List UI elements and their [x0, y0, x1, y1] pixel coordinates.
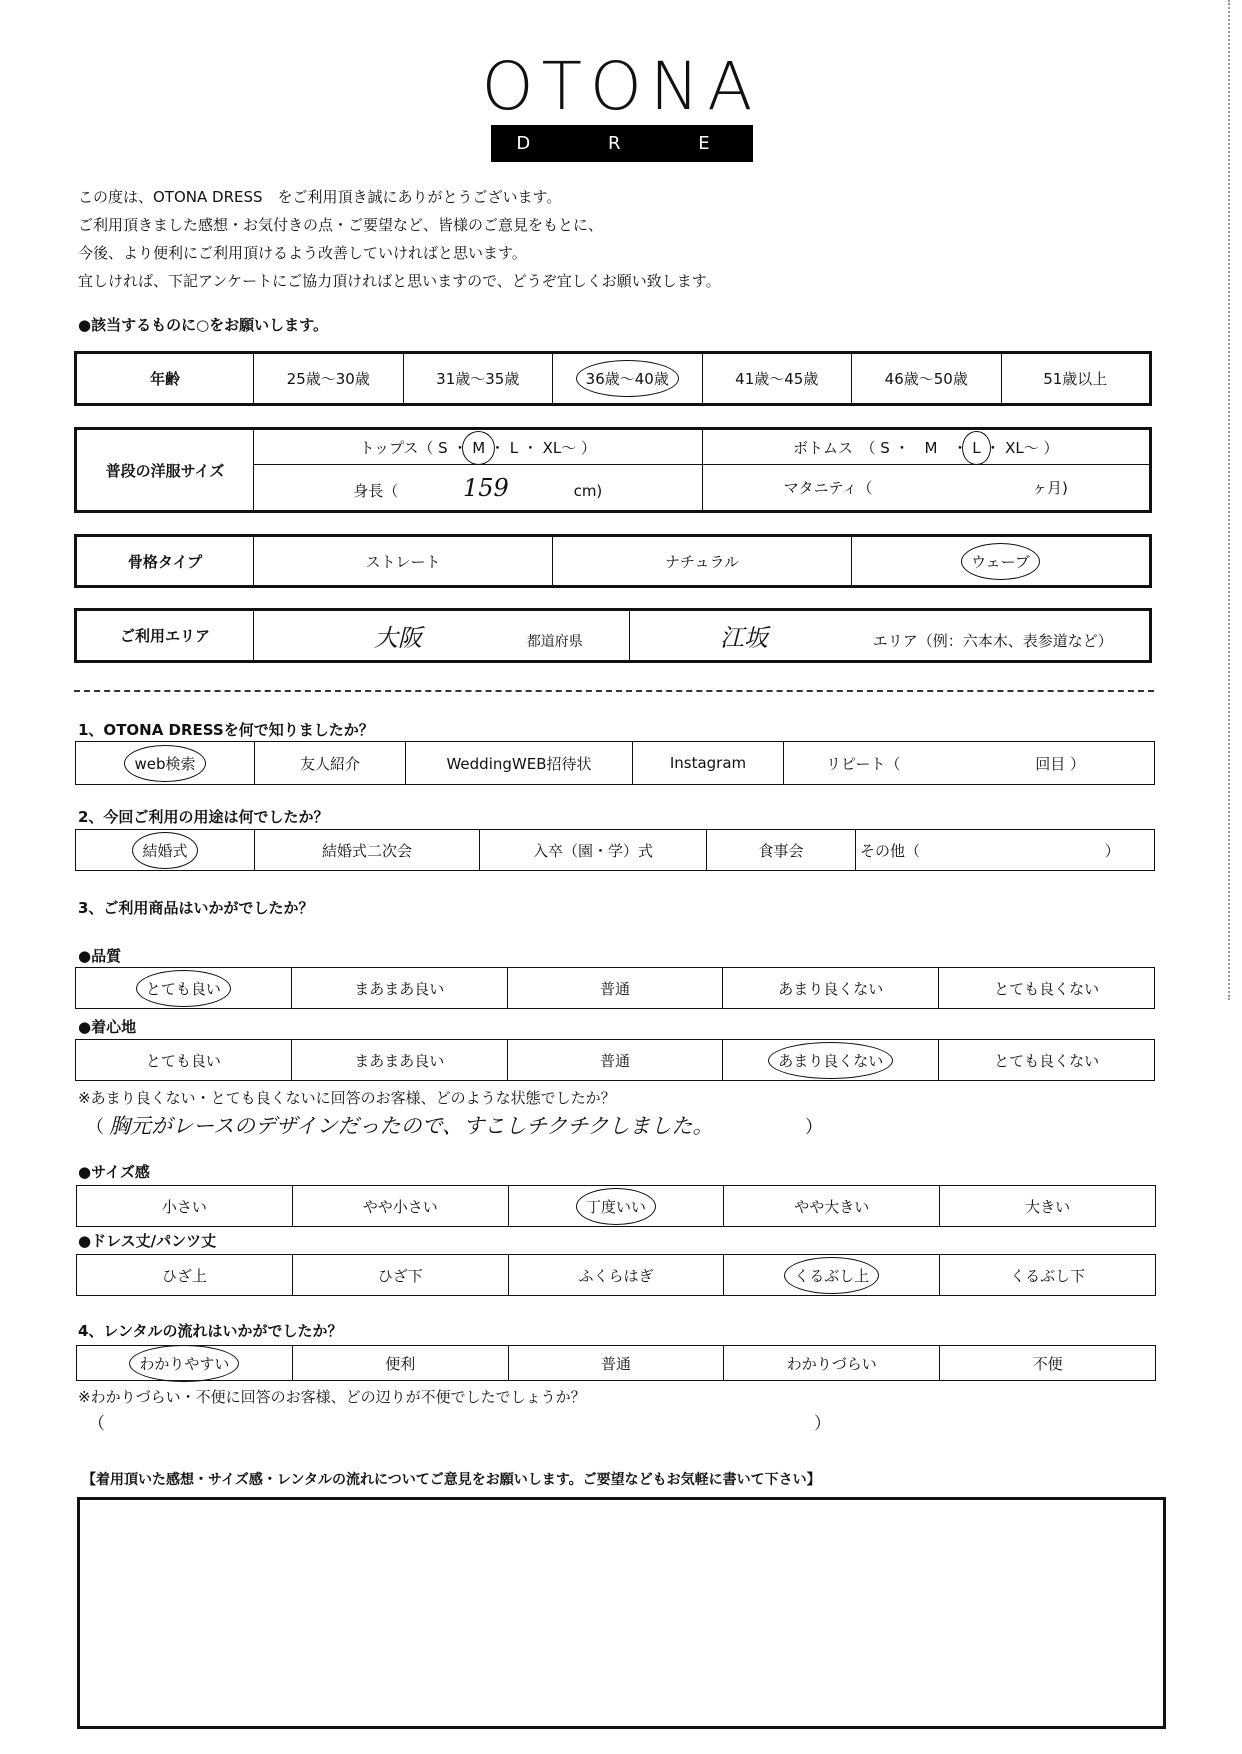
- feedback-title: 【着用頂いた感想・サイズ感・レンタルの流れについてご意見をお願いします。ご要望などもお気軽に書いて下さい】: [82, 1472, 821, 1488]
- open-paren: （: [86, 1117, 104, 1138]
- close-paren: ）: [805, 1117, 823, 1138]
- age-label: 年齢: [76, 353, 254, 405]
- bone-table: [74, 534, 1152, 588]
- height-field[interactable]: [254, 465, 703, 512]
- q2-option-other[interactable]: [856, 830, 1155, 871]
- tops-suffix: ・ L ・ XL～ ）: [489, 438, 597, 457]
- q2-option[interactable]: 結婚式二次会: [255, 830, 480, 871]
- q1-option-selected[interactable]: [76, 742, 255, 785]
- fit-option[interactable]: やや小さい: [292, 1186, 508, 1227]
- intro-line: 今後、より便利にご利用頂けるよう改善していければと思います。: [78, 244, 527, 262]
- area-table: [74, 608, 1152, 663]
- q4-option[interactable]: 不便: [940, 1346, 1156, 1381]
- other-label: その他（: [860, 841, 921, 860]
- bone-option[interactable]: ストレート: [254, 536, 553, 587]
- q4-option-selected[interactable]: [77, 1346, 293, 1381]
- q4-open-paren: （: [88, 1414, 105, 1434]
- comfort-table: [75, 1039, 1155, 1081]
- area-value: 江坂: [720, 624, 768, 652]
- quality-option[interactable]: まあまあ良い: [291, 968, 507, 1009]
- comfort-option[interactable]: とても良くない: [939, 1040, 1155, 1081]
- prefecture-value: 大阪: [374, 624, 422, 652]
- length-label: ●ドレス丈/パンツ丈: [78, 1232, 217, 1250]
- q1-option[interactable]: 友人紹介: [255, 742, 406, 785]
- comfort-option[interactable]: まあまあ良い: [291, 1040, 507, 1081]
- scan-edge: [1228, 0, 1232, 1000]
- length-option[interactable]: くるぶし下: [940, 1255, 1156, 1296]
- age-option[interactable]: 46歳～50歳: [852, 353, 1002, 405]
- q4-option[interactable]: 便利: [292, 1346, 508, 1381]
- q1-title: 1、OTONA DRESSを何で知りましたか？: [78, 721, 374, 739]
- age-option[interactable]: 25歳～30歳: [254, 353, 404, 405]
- height-value: 159: [462, 473, 509, 502]
- q2-table: [75, 829, 1155, 871]
- bottoms-prefix: ボトムス （ S ・ M ・: [792, 438, 968, 457]
- brand-subtitle: D R E S S: [491, 125, 753, 162]
- comfort-option[interactable]: とても良い: [76, 1040, 292, 1081]
- bone-option-selected[interactable]: [852, 536, 1151, 587]
- prefecture-unit: 都道府県: [526, 634, 583, 650]
- maternity-field[interactable]: [702, 465, 1151, 512]
- quality-option[interactable]: あまり良くない: [723, 968, 939, 1009]
- selected-circle: あまり良くない: [778, 1051, 884, 1070]
- age-option[interactable]: 41歳～45歳: [702, 353, 852, 405]
- age-option-selected[interactable]: [553, 353, 703, 405]
- quality-option-selected[interactable]: [76, 968, 292, 1009]
- selected-circle: 36歳～40歳: [585, 370, 669, 388]
- height-label: 身長（: [353, 481, 399, 500]
- length-option-selected[interactable]: [724, 1255, 940, 1296]
- comfort-label: ●着心地: [78, 1018, 137, 1036]
- maternity-label: マタニティ（: [783, 479, 873, 497]
- q4-option[interactable]: 普通: [508, 1346, 724, 1381]
- comfort-option-selected[interactable]: [723, 1040, 939, 1081]
- comfort-answer-field[interactable]: [86, 1110, 713, 1140]
- feedback-textarea[interactable]: [77, 1497, 1166, 1729]
- age-option[interactable]: 31歳～35歳: [403, 353, 553, 405]
- q2-option[interactable]: 入卒（園・学）式: [480, 830, 707, 871]
- q1-option[interactable]: WeddingWEB招待状: [406, 742, 633, 785]
- quality-table: [75, 967, 1155, 1009]
- selected-circle: 丁度いい: [585, 1197, 646, 1216]
- fit-table: [76, 1185, 1156, 1227]
- intro-line: この度は、OTONA DRESS をご利用頂き誠にありがとうございます。: [78, 188, 562, 206]
- divider: [74, 690, 1154, 692]
- q2-title: 2、今回ご利用の用途は何でしたか？: [78, 808, 329, 826]
- other-close: ）: [1104, 841, 1120, 860]
- q1-option-repeat[interactable]: [784, 742, 1155, 785]
- age-option[interactable]: 51歳以上: [1001, 353, 1151, 405]
- area-hint: エリア（例：六本木、表参道など）: [872, 632, 1113, 650]
- selected-circle: 結婚式: [142, 841, 188, 860]
- q4-close-paren: ）: [814, 1414, 831, 1434]
- prefecture-field[interactable]: [254, 610, 630, 662]
- comfort-note: ※あまり良くない・とても良くないに回答のお客様、どのような状態でしたか？: [78, 1089, 616, 1107]
- selected-circle: ウェーブ: [971, 552, 1030, 571]
- tops-prefix: トップス（ S ・: [359, 438, 468, 457]
- area-label: ご利用エリア: [76, 610, 254, 662]
- selected-circle: わかりやすい: [139, 1354, 230, 1373]
- size-table: [74, 427, 1152, 513]
- q4-note: ※わかりづらい・不便に回答のお客様、どの辺りが不便でしたでしょうか？: [78, 1388, 586, 1406]
- fit-label: ●サイズ感: [78, 1163, 150, 1181]
- fit-option[interactable]: 小さい: [77, 1186, 293, 1227]
- length-option[interactable]: ひざ上: [77, 1255, 293, 1296]
- selected-circle: くるぶし上: [794, 1266, 870, 1285]
- intro-line: ご利用頂きました感想・お気付きの点・ご要望など、皆様のご意見をもとに、: [78, 216, 604, 234]
- selected-circle: とても良い: [145, 979, 221, 998]
- area-field[interactable]: [630, 610, 1151, 662]
- fit-option-selected[interactable]: [508, 1186, 724, 1227]
- quality-option[interactable]: とても良くない: [939, 968, 1155, 1009]
- intro-line: 宜しければ、下記アンケートにご協力頂ければと思いますので、どうぞ宜しくお願い致します。: [78, 272, 721, 290]
- repeat-label: リピート（: [826, 754, 901, 773]
- fit-option[interactable]: 大きい: [940, 1186, 1156, 1227]
- q4-option[interactable]: わかりづらい: [724, 1346, 940, 1381]
- intro-text: [78, 183, 721, 295]
- bottoms-size[interactable]: [702, 429, 1151, 465]
- age-table: [74, 351, 1152, 406]
- q2-option[interactable]: 食事会: [707, 830, 856, 871]
- length-option[interactable]: ひざ下: [292, 1255, 508, 1296]
- maternity-unit: ヶ月): [1032, 479, 1068, 497]
- comfort-answer: 胸元がレースのデザインだったので、すこしチクチクしました。: [109, 1114, 714, 1138]
- q4-title: 4、レンタルの流れはいかがでしたか？: [78, 1322, 343, 1340]
- quality-label: ●品質: [78, 947, 122, 965]
- q2-option-selected[interactable]: [76, 830, 255, 871]
- bone-option[interactable]: ナチュラル: [553, 536, 852, 587]
- tops-selected: M: [472, 438, 486, 457]
- instruction: ●該当するものに○をお願いします。: [78, 316, 328, 334]
- length-option[interactable]: ふくらはぎ: [508, 1255, 724, 1296]
- tops-size[interactable]: [254, 429, 703, 465]
- length-table: [76, 1254, 1156, 1296]
- q4-table: [76, 1345, 1156, 1381]
- quality-option[interactable]: 普通: [507, 968, 723, 1009]
- repeat-unit: 回目 ）: [1035, 754, 1085, 773]
- q1-option[interactable]: Instagram: [633, 742, 784, 785]
- bottoms-selected: L: [972, 438, 981, 457]
- height-unit: cm): [573, 481, 603, 500]
- bone-label: 骨格タイプ: [76, 536, 254, 587]
- fit-option[interactable]: やや大きい: [724, 1186, 940, 1227]
- size-label: 普段の洋服サイズ: [76, 429, 254, 512]
- selected-circle: web検索: [134, 754, 196, 773]
- q3-title: 3、ご利用商品はいかがでしたか？: [78, 899, 314, 917]
- q1-table: [75, 741, 1155, 785]
- bottoms-suffix: ・ XL～ ）: [985, 438, 1059, 457]
- brand-logo: OTONA: [481, 48, 761, 125]
- comfort-option[interactable]: 普通: [507, 1040, 723, 1081]
